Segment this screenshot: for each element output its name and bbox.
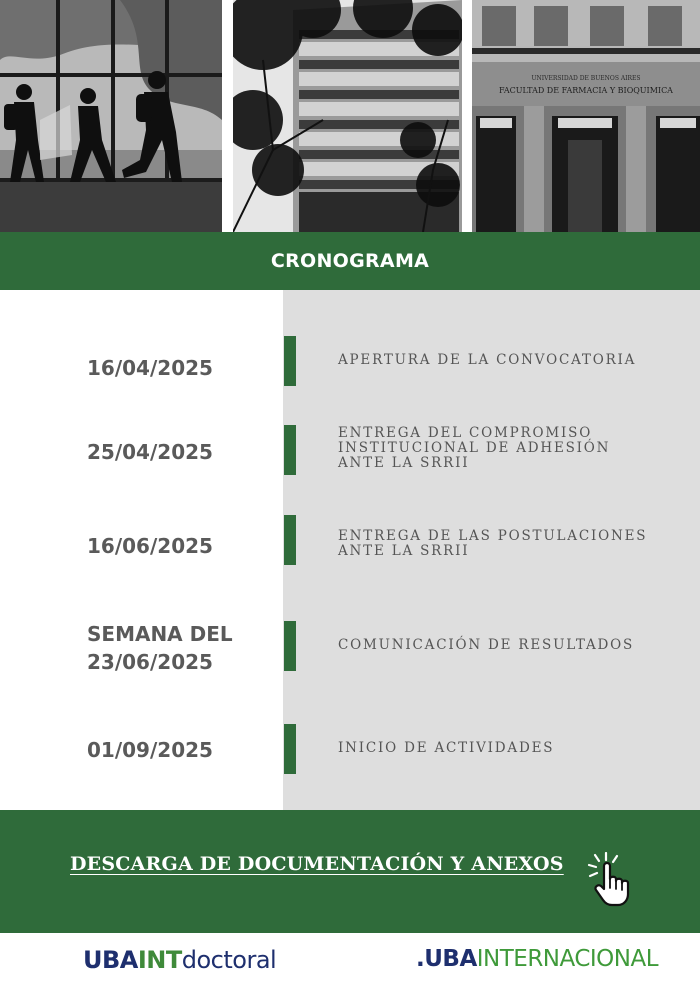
- event-line: INICIO DE ACTIVIDADES: [338, 740, 555, 756]
- event-line: ENTREGA DEL COMPROMISO: [338, 425, 593, 441]
- schedule-event: [338, 529, 647, 559]
- hand-pointer-icon: [586, 852, 638, 908]
- title-band: [0, 232, 700, 290]
- date-line: 23/06/2025: [87, 650, 213, 674]
- download-documents-link[interactable]: DESCARGA DE DOCUMENTACIÓN Y ANEXOS: [70, 853, 564, 875]
- uba-internacional-logo: [416, 946, 658, 972]
- event-line: ANTE LA SRRII: [338, 543, 470, 559]
- date-line: 01/09/2025: [87, 738, 213, 762]
- timeline-marker: [284, 621, 296, 671]
- event-line: ANTE LA SRRII: [338, 455, 470, 471]
- schedule-date: [87, 736, 213, 764]
- schedule-date: [87, 620, 233, 676]
- event-line: INSTITUCIONAL DE ADHESIÓN: [338, 440, 611, 456]
- date-line: SEMANA DEL: [87, 622, 233, 646]
- timeline-marker: [284, 336, 296, 386]
- faculty-entrance-photo: [472, 0, 700, 232]
- svg-text:UNIVERSIDAD DE BUENOS AIRES: UNIVERSIDAD DE BUENOS AIRES: [531, 75, 641, 82]
- event-line: APERTURA DE LA CONVOCATORIA: [338, 352, 637, 368]
- schedule-date: [87, 532, 213, 560]
- date-line: 16/06/2025: [87, 534, 213, 558]
- svg-text:FACULTAD DE FARMACIA Y BIOQUIM: FACULTAD DE FARMACIA Y BIOQUIMICA: [499, 86, 673, 95]
- people-walking-photo: [0, 0, 222, 232]
- schedule-event: [338, 426, 610, 471]
- logo-text: UBA: [83, 946, 138, 974]
- logo-text: .UBA: [416, 946, 477, 972]
- timeline-marker: [284, 515, 296, 565]
- schedule-event: [338, 638, 634, 653]
- logo-text: INT: [137, 946, 182, 974]
- event-line: COMUNICACIÓN DE RESULTADOS: [338, 637, 635, 653]
- timeline-marker: [284, 425, 296, 475]
- header-photo-strip: [0, 0, 700, 232]
- building-facade-photo: [233, 0, 462, 232]
- schedule-event: [338, 741, 554, 756]
- logo-text: INTERNACIONAL: [476, 946, 659, 972]
- logo-text: doctoral: [181, 946, 277, 974]
- schedule-date: [87, 354, 213, 382]
- date-line: 25/04/2025: [87, 440, 213, 464]
- uba-int-doctoral-logo: [83, 946, 276, 974]
- schedule-event: [338, 353, 636, 368]
- date-line: 16/04/2025: [87, 356, 213, 380]
- section-title: CRONOGRAMA: [270, 250, 430, 272]
- timeline-marker: [284, 724, 296, 774]
- event-line: ENTREGA DE LAS POSTULACIONES: [338, 528, 648, 544]
- schedule-date: [87, 438, 213, 466]
